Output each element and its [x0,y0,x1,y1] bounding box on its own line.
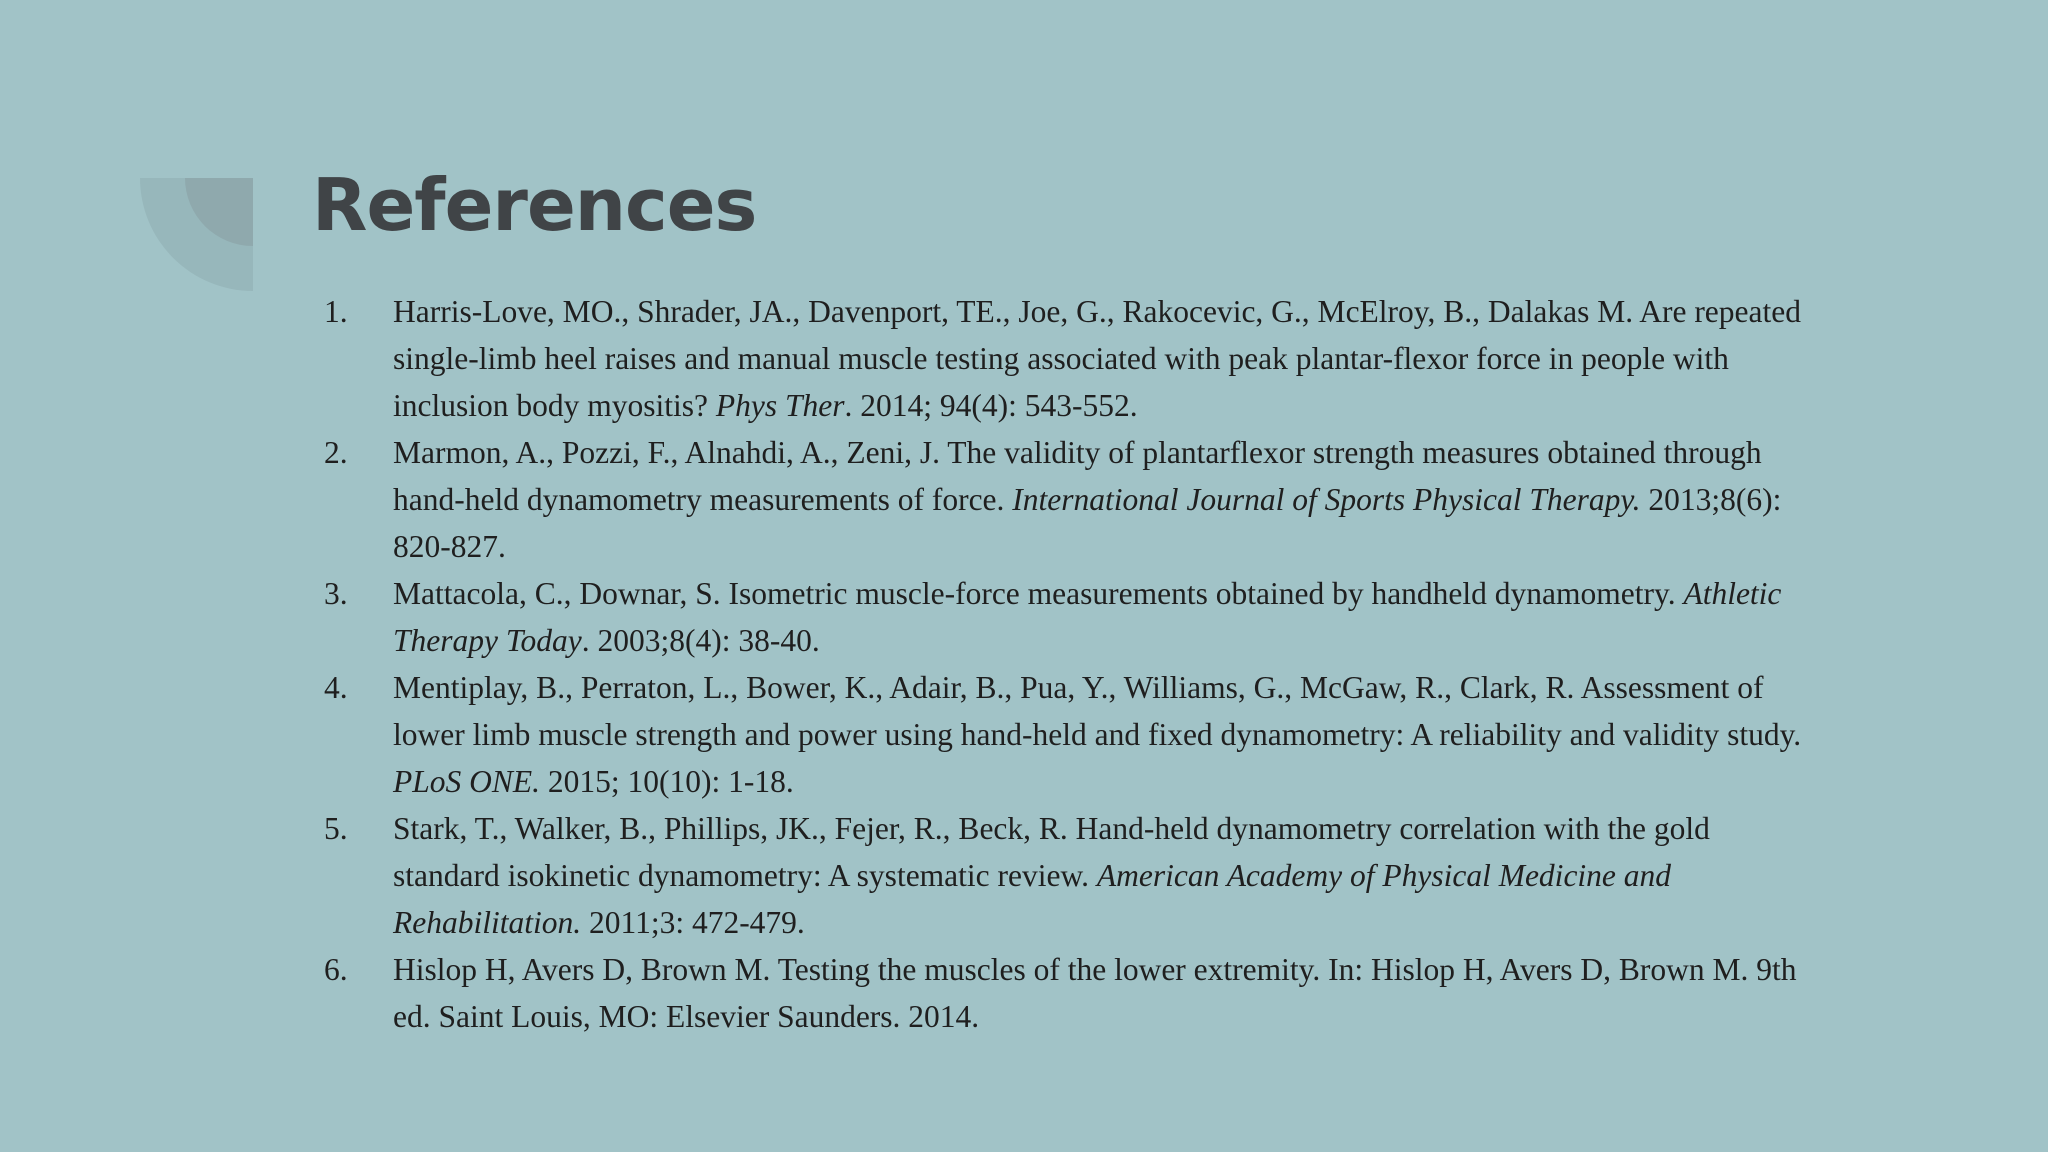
reference-journal: American Academy of Physical Medicine and Rehabilitation. [393,858,1672,940]
reference-authors: Hislop H, Avers D, Brown M. Testing the muscles of the lower extremity. In: Hislop H, Avers D, Brown M. 9th ed. Saint Louis, MO: Elsevier Saunders. 2014. [393,952,1797,1034]
reference-item-2 [322,429,1812,570]
reference-item-4 [322,664,1812,805]
reference-item-1 [322,288,1812,429]
reference-number: 2. [324,435,348,470]
reference-authors: Stark, T., Walker, B., Phillips, JK., Fejer, R., Beck, R. Hand-held dynamometry correlation with the gold standard isokinetic dynamometry: A systematic review. [393,811,1710,893]
reference-item-3 [322,570,1812,664]
reference-number: 5. [324,811,348,846]
reference-details: 2013;8(6): 820-827. [393,482,1782,564]
reference-details: . 2014; 94(4): 543-552. [844,388,1138,423]
reference-number: 6. [324,952,348,987]
reference-number: 1. [324,294,348,329]
page-title: References [312,163,757,247]
reference-authors: Mentiplay, B., Perraton, L., Bower, K., Adair, B., Pua, Y., Williams, G., McGaw, R., Clark, R. Assessment of lower limb muscle strength and power using hand-held and fixed dynamometry: A reliability and validity study. [393,670,1802,752]
reference-journal: Phys Ther [715,388,845,423]
quarter-circle-corner-icon [140,178,253,291]
reference-details: 2015; 10(10): 1-18. [540,764,794,799]
reference-number: 4. [324,670,348,705]
reference-list [322,288,1812,1040]
reference-journal: International Journal of Sports Physical Therapy. [1012,482,1641,517]
reference-details: 2011;3: 472-479. [581,905,805,940]
reference-authors: Mattacola, C., Downar, S. Isometric muscle-force measurements obtained by handheld dynamometry. [393,576,1684,611]
reference-journal: Athletic Therapy Today [393,576,1782,658]
reference-number: 3. [324,576,348,611]
reference-authors: Marmon, A., Pozzi, F., Alnahdi, A., Zeni, J. The validity of plantarflexor strength measures obtained through hand-held dynamometry measurements of force. [393,435,1762,517]
reference-journal: PLoS ONE. [393,764,541,799]
reference-item-6 [322,946,1812,1040]
reference-item-5 [322,805,1812,946]
reference-details: . 2003;8(4): 38-40. [581,623,820,658]
reference-authors: Harris-Love, MO., Shrader, JA., Davenport, TE., Joe, G., Rakocevic, G., McElroy, B., Dalakas M. Are repeated single-limb heel raises and manual muscle testing associated with peak plantar-flexor force in people with inclusion body myositis? [393,294,1801,423]
